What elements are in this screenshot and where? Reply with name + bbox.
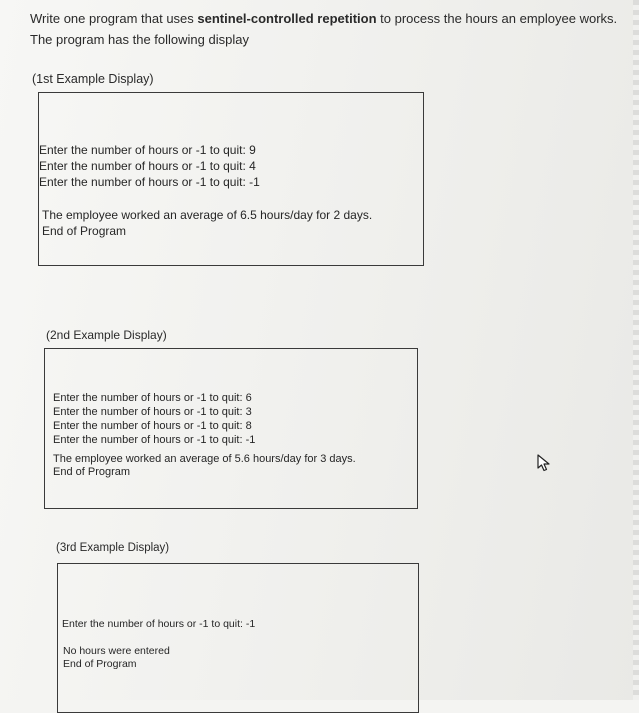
intro-line-2: The program has the following display: [30, 32, 249, 47]
example-1-line: End of Program: [42, 224, 127, 238]
intro-prefix: Write one program that uses: [30, 11, 198, 26]
intro-bold: sentinel-controlled repetition: [197, 11, 377, 26]
example-2-line: The employee worked an average of 5.6 hours/day for 3 days.: [53, 453, 356, 465]
example-1-line: The employee worked an average of 6.5 hours/day for 2 days.: [42, 208, 373, 222]
example-1-line: Enter the number of hours or -1 to quit: -1: [39, 175, 260, 189]
example-1-display: [38, 92, 424, 266]
example-1-line: Enter the number of hours or -1 to quit: 4: [39, 159, 256, 173]
example-3-line: Enter the number of hours or -1 to quit: -1: [62, 618, 256, 630]
example-1-label: (1st Example Display): [32, 72, 154, 86]
example-2-line: Enter the number of hours or -1 to quit: 6: [53, 392, 252, 404]
example-2-label: (2nd Example Display): [46, 328, 167, 342]
example-2-line: Enter the number of hours or -1 to quit: 8: [53, 420, 252, 432]
example-2-line: Enter the number of hours or -1 to quit: 3: [53, 406, 252, 418]
example-3-display: [57, 563, 419, 713]
example-2-line: Enter the number of hours or -1 to quit: -1: [53, 434, 256, 446]
mouse-pointer-icon: [536, 454, 552, 472]
page-edge: [633, 0, 639, 700]
example-2-display: [44, 348, 418, 509]
intro-suffix: to process the hours an employee works.: [376, 11, 618, 26]
example-3-line: No hours were entered: [63, 645, 170, 657]
assignment-text: [30, 8, 639, 50]
example-1-line: Enter the number of hours or -1 to quit: 9: [39, 143, 256, 157]
example-3-line: End of Program: [63, 658, 137, 670]
example-3-label: (3rd Example Display): [56, 542, 170, 554]
example-2-line: End of Program: [53, 466, 131, 478]
intro-line-1: [30, 8, 639, 29]
